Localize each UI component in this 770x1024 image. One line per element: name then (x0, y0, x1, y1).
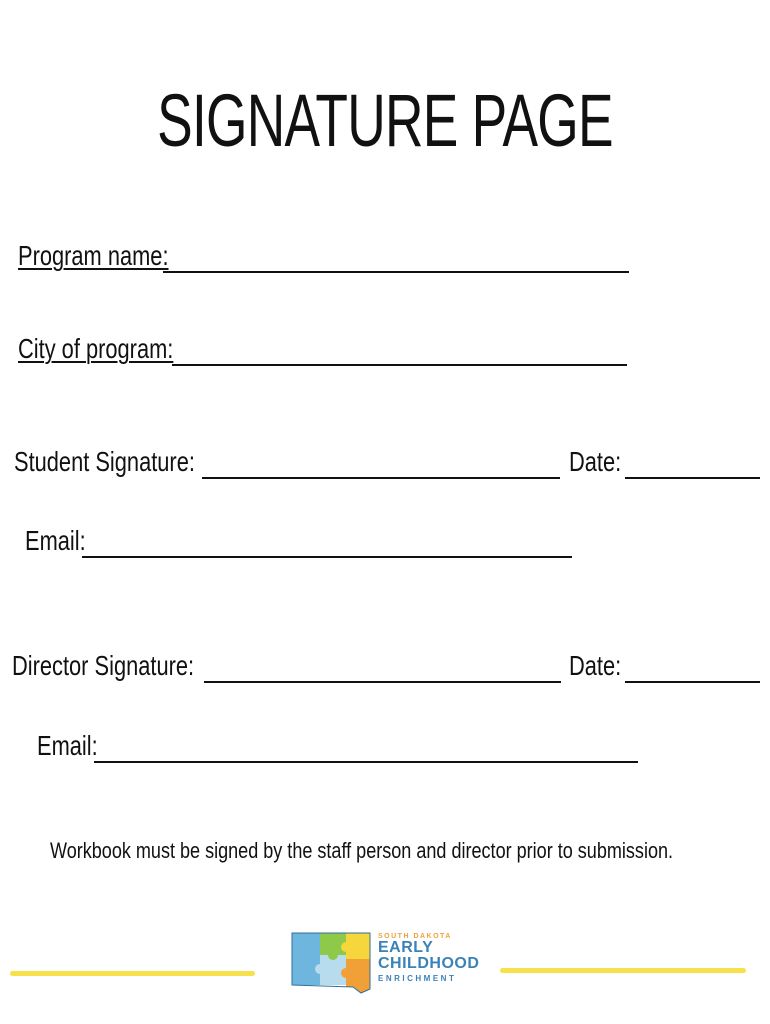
logo-text (378, 933, 479, 983)
student-email-label: Email: (25, 525, 86, 556)
student-signature-label: Student Signature: (14, 446, 195, 477)
footer-divider-left (10, 971, 255, 976)
director-email-field[interactable] (94, 761, 638, 763)
director-email-label: Email: (37, 730, 98, 761)
puzzle-map-icon (291, 929, 375, 995)
logo (291, 929, 491, 995)
director-date-row (569, 650, 636, 682)
director-signature-field[interactable] (204, 681, 561, 683)
director-signature-row (12, 650, 245, 682)
student-date-row (569, 446, 636, 478)
director-email-row (37, 730, 115, 762)
program-name-label: Program name: (18, 240, 169, 271)
student-date-label: Date: (569, 446, 622, 477)
submission-note: Workbook must be signed by the staff person and director prior to submission. (50, 838, 674, 863)
program-name-field[interactable] (163, 271, 629, 273)
logo-line-1: SOUTH DAKOTA (378, 933, 452, 940)
logo-line-4: ENRICHMENT (378, 974, 457, 983)
student-date-field[interactable] (625, 477, 760, 479)
director-date-label: Date: (569, 650, 622, 681)
logo-line-3: CHILDHOOD (378, 955, 480, 972)
student-email-field[interactable] (82, 556, 572, 558)
director-date-field[interactable] (625, 681, 760, 683)
page-title: SIGNATURE PAGE (157, 79, 613, 162)
city-of-program-field[interactable] (172, 364, 627, 366)
city-row (18, 333, 217, 365)
footer-divider-right (500, 968, 746, 973)
student-email-row (25, 525, 103, 557)
city-of-program-label: City of program: (18, 333, 174, 364)
program-name-row (18, 240, 211, 272)
student-signature-field[interactable] (202, 477, 560, 479)
student-signature-row (14, 446, 246, 478)
logo-line-2: EARLY (378, 939, 434, 956)
director-signature-label: Director Signature: (12, 650, 195, 681)
